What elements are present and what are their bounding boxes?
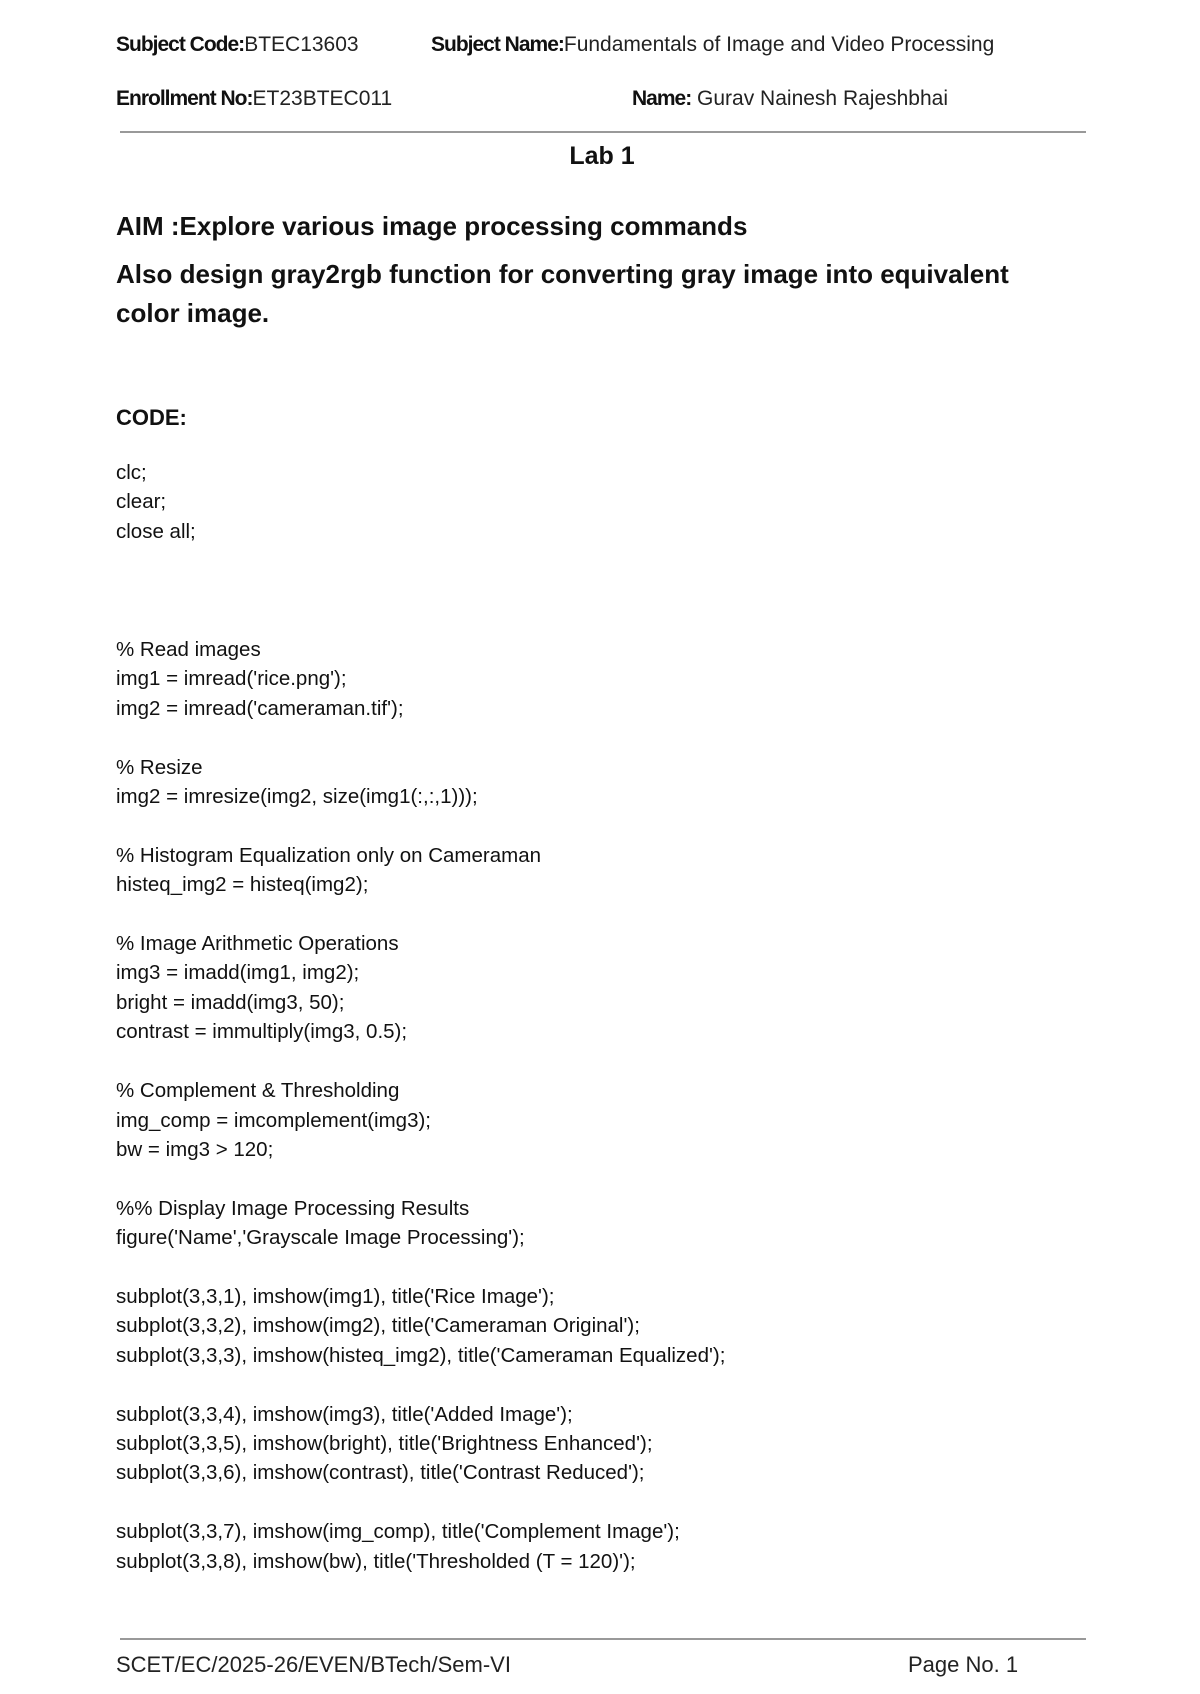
header-divider [120, 131, 1086, 133]
subject-name: Fundamentals of Image and Video Processing [563, 33, 995, 56]
student-name-group [632, 87, 948, 111]
aim-line-2: Also design gray2rgb function for converting gray image into equivalent color image. [116, 259, 1009, 328]
footer-divider [120, 1638, 1086, 1640]
lab-title: Lab 1 [569, 142, 635, 170]
subject-name-label: Subject Name: [431, 33, 564, 56]
subject-name-group [431, 33, 994, 57]
code-heading: CODE: [116, 405, 187, 430]
page-number: Page No. 1 [908, 1652, 1019, 1677]
enrollment-row [116, 87, 949, 111]
code-block-setup: clc; clear; close all; [116, 461, 196, 543]
subject-code-label: Subject Code: [116, 33, 245, 56]
footer-course-code: SCET/EC/2025-26/EVEN/BTech/Sem-VI [116, 1652, 511, 1677]
aim-line-1: AIM :Explore various image processing commands [116, 211, 748, 241]
code-block-main: % Read images img1 = imread('rice.png'); img2 = imread('cameraman.tif'); % Resize img2 = imresize(img2, size(img1(:,:,1))); % Histogram Equalization only on Cameraman histeq_img2 = histeq(img2); % Image Arithmetic Operations img3 = imadd(img1, img2); bright = imadd(img3, 50); contrast = immultiply(img3, 0.5); % Complement & Thresholding img_comp = imcomplement(img3); bw = img3 > 120; %% Display Image Processing Results figure('Name','Grayscale Image Processing'); subplot(3,3,1), imshow(img1), title('Rice Image'); subplot(3,3,2), imshow(img2), title('Cameraman Original'); subplot(3,3,3), imshow(histeq_img2), title('Cameraman Equalized'); subplot(3,3,4), imshow(img3), title('Added Image'); subplot(3,3,5), imshow(bright), title('Brightness Enhanced'); subplot(3,3,6), imshow(contrast), title('Contrast Reduced'); subplot(3,3,7), imshow(img_comp), title('Complement Image'); subplot(3,3,8), imshow(bw), title('Thresholded (T = 120)'); [116, 638, 726, 1573]
subject-row [116, 33, 995, 57]
student-name: Gurav Nainesh Rajeshbhai [691, 87, 949, 110]
enrollment-label: Enrollment No: [116, 87, 253, 110]
subject-code: BTEC13603 [244, 33, 359, 56]
student-name-label: Name: [632, 87, 692, 110]
enrollment-number: ET23BTEC011 [252, 87, 393, 110]
